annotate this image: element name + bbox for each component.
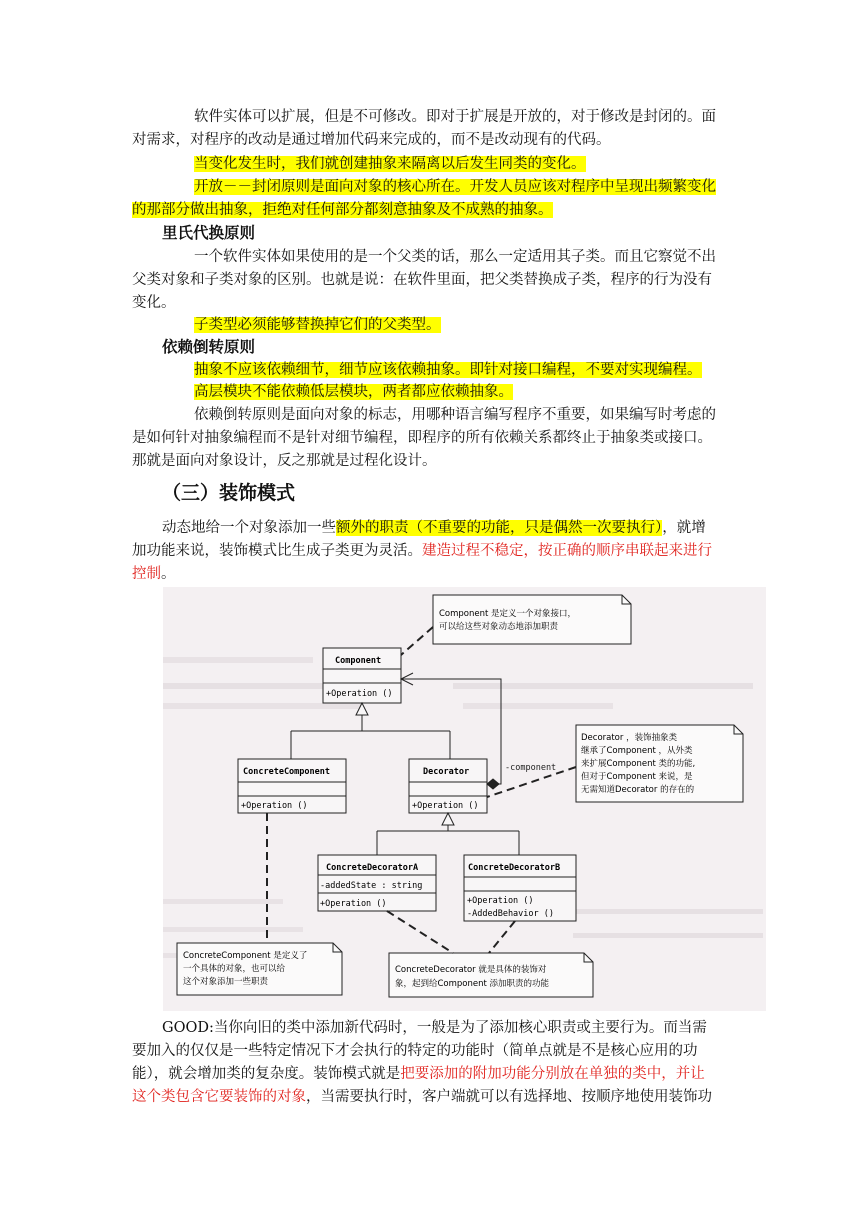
good-paragraph-line-4 (132, 1087, 712, 1107)
good-text-b: ，当需要执行时，客户端就可以有选择地、按顺序地使用装饰功 (306, 1089, 712, 1105)
note-decorator-line-3: 来扩展Component 类的功能, (581, 759, 696, 769)
good-red-2: 这个类包含它要装饰的对象 (132, 1089, 306, 1105)
ocp-highlight-1-text: 当变化发生时，我们就创建抽象来隔离以后发生同类的变化。 (194, 156, 586, 172)
uml-class-component (323, 648, 401, 703)
decorator-intro-text-d: 。 (161, 566, 176, 582)
liskov-paragraph-line-3: 变化。 (132, 295, 176, 311)
note-decorator-line-1: Decorator ，装饰抽象类 (581, 733, 678, 743)
ocp-highlight-1 (194, 154, 586, 174)
ocp-highlight-2-line-2 (132, 200, 553, 220)
component-operation: +Operation () (326, 689, 393, 699)
note-concrete-decorator-line-2: 象，起到给Component 添加职责的功能 (395, 979, 550, 989)
good-text-a: 能），就会增加类的复杂度。装饰模式就是 (132, 1066, 401, 1082)
decorator-uml-diagram (163, 587, 766, 1011)
uml-class-concrete-decorator-a (318, 855, 436, 911)
liskov-heading: 里氏代换原则 (162, 224, 256, 242)
decorator-intro-line-2 (132, 541, 712, 561)
decorator-intro-highlight: 额外的职责（不重要的功能，只是偶然一次要执行） (336, 520, 663, 536)
note-decorator-line-2: 继承了Component ，从外类 (581, 746, 693, 756)
uml-note-component (401, 595, 631, 655)
concrete-decorator-a-attribute: -addedState : string (320, 881, 423, 891)
concrete-component-operation: +Operation () (241, 801, 308, 811)
dip-paragraph-line-3: 那就是面向对象设计，反之那就是过程化设计。 (132, 453, 437, 469)
liskov-paragraph-line-1: 一个软件实体如果使用的是一个父类的话，那么一定适用其子类。而且它察觉不出 (194, 249, 716, 265)
note-decorator-line-4: 但对于Component 来说，是 (581, 772, 693, 782)
decorator-intro-red-1: 建造过程不稳定，按正确的顺序串联起来进行 (422, 543, 712, 559)
good-paragraph-line-1: GOOD:当你向旧的类中添加新代码时，一般是为了添加核心职责或主要行为。而当需 (162, 1020, 707, 1036)
decorator-operation: +Operation () (412, 801, 479, 811)
note-component-line-2: 可以给这些对象动态地添加职责 (439, 622, 559, 632)
concrete-component-class-name: ConcreteComponent (243, 767, 330, 777)
decorator-intro-line-1 (162, 518, 706, 538)
decorator-intro-text-b: ，就增 (662, 520, 706, 536)
dip-highlight-2-text: 高层模块不能依赖低层模块，两者都应依赖抽象。 (194, 384, 513, 400)
liskov-highlight-text: 子类型必须能够替换掉它们的父类型。 (194, 317, 441, 333)
concrete-decorator-b-added-behavior: -AddedBehavior () (467, 909, 554, 919)
uml-inheritance-component (291, 703, 450, 759)
note-decorator-line-5: 无需知道Decorator 的存在的 (581, 785, 695, 795)
uml-diagram-svg (163, 587, 766, 1011)
aggregation-label: -component (505, 763, 557, 773)
ocp-paragraph-1-line-1: 软件实体可以扩展，但是不可修改。即对于扩展是开放的，对于修改是封闭的。面 (194, 109, 716, 125)
decorator-intro-text-c: 加功能来说，装饰模式比生成子类更为灵活。 (132, 543, 422, 559)
ocp-highlight-2-text-2: 的那部分做出抽象，拒绝对任何部分都刻意抽象及不成熟的抽象。 (132, 202, 553, 218)
liskov-highlight (194, 315, 441, 335)
concrete-decorator-b-class-name: ConcreteDecoratorB (468, 863, 561, 873)
uml-class-concrete-decorator-b (464, 855, 576, 921)
concrete-decorator-b-operation: +Operation () (467, 896, 534, 906)
decorator-class-name: Decorator (423, 767, 470, 777)
concrete-decorator-a-class-name: ConcreteDecoratorA (326, 863, 419, 873)
ocp-highlight-2-line-1 (194, 177, 716, 197)
uml-class-decorator (409, 759, 487, 813)
note-concrete-component-line-2: 一个具体的对象，也可以给 (183, 964, 286, 974)
ocp-paragraph-1-line-2: 对需求，对程序的改动是通过增加代码来完成的，而不是改动现有的代码。 (132, 132, 611, 148)
liskov-paragraph-line-2: 父类对象和子类对象的区别。也就是说：在软件里面，把父类替换成子类，程序的行为没有 (132, 272, 712, 288)
component-class-name: Component (335, 656, 382, 666)
good-paragraph-line-3 (132, 1064, 705, 1084)
dip-paragraph-line-1: 依赖倒转原则是面向对象的标志，用哪种语言编写程序不重要，如果编写时考虑的 (194, 407, 716, 423)
concrete-decorator-a-operation: +Operation () (320, 899, 387, 909)
note-concrete-decorator-line-1: ConcreteDecorator 就是具体的装饰对 (395, 965, 547, 975)
note-concrete-component-line-3: 这个对象添加一些职责 (183, 977, 269, 987)
decorator-intro-line-3 (132, 564, 176, 584)
dip-highlight-1 (194, 360, 702, 380)
note-component-line-1: Component 是定义一个对象接口， (439, 609, 577, 619)
dip-heading: 依赖倒转原则 (162, 338, 256, 356)
ocp-highlight-2-text-1: 开放－－封闭原则是面向对象的核心所在。开发人员应该对程序中呈现出频繁变化 (194, 179, 716, 195)
decorator-intro-red-2: 控制 (132, 566, 161, 582)
decorator-intro-text-a: 动态地给一个对象添加一些 (162, 520, 336, 536)
note-concrete-component-line-1: ConcreteComponent 是定义了 (183, 951, 308, 961)
dip-highlight-2 (194, 382, 513, 402)
dip-paragraph-line-2: 是如何针对抽象编程而不是针对细节编程，即程序的所有依赖关系都终止于抽象类或接口。 (132, 430, 712, 446)
decorator-section-heading: （三）装饰模式 (162, 482, 296, 504)
uml-class-concrete-component (238, 759, 346, 813)
uml-inheritance-decorator (377, 813, 519, 855)
dip-highlight-1-text: 抽象不应该依赖细节，细节应该依赖抽象。即针对接口编程，不要对实现编程。 (194, 362, 702, 378)
uml-note-concrete-decorator (387, 911, 593, 997)
good-red-1: 把要添加的附加功能分别放在单独的类中，并让 (400, 1066, 705, 1082)
good-paragraph-line-2: 要加入的仅仅是一些特定情况下才会执行的特定的功能时（简单点就是不是核心应用的功 (132, 1043, 698, 1059)
